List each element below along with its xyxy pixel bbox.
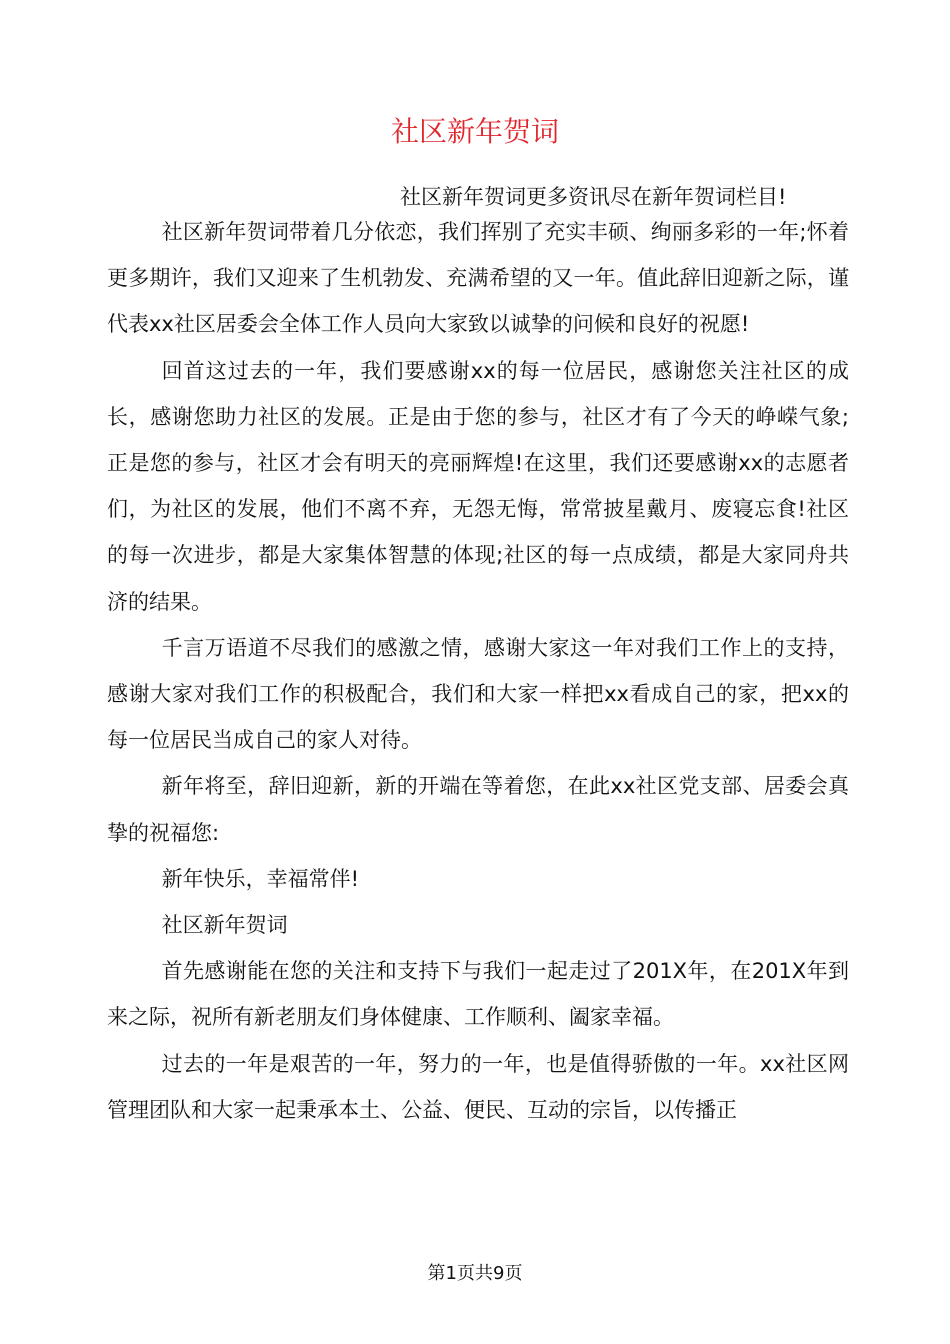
- paragraph: 首先感谢能在您的关注和支持下与我们一起走过了201X年，在201X年到来之际，祝所有新老朋友们身体健康、工作顺利、阖家幸福。: [107, 959, 849, 1030]
- paragraph: 新年快乐，幸福常伴!: [161, 866, 360, 891]
- paragraph: 社区新年贺词: [161, 913, 288, 938]
- subtitle-line: 社区新年贺词更多资讯尽在新年贺词栏目!: [400, 185, 787, 209]
- page-number-footer: 第1页共9页: [427, 1263, 523, 1284]
- paragraph: 新年将至，辞旧迎新，新的开端在等着您，在此xx社区党支部、居委会真挚的祝福您:: [107, 774, 849, 845]
- paragraph: 社区新年贺词带着几分依恋，我们挥别了充实丰硕、绚丽多彩的一年;怀着更多期许，我们又迎来了生机勃发、充满希望的又一年。值此辞旧迎新之际，谨代表xx社区居委会全体工作人员向大家致以诚挚的问候和良好的祝愿!: [107, 220, 849, 337]
- page-title: 社区新年贺词: [390, 115, 559, 148]
- paragraph: 千言万语道不尽我们的感激之情，感谢大家这一年对我们工作上的支持，感谢大家对我们工作的积极配合，我们和大家一样把xx看成自己的家，把xx的每一位居民当成自己的家人对待。: [107, 635, 849, 753]
- paragraph: 回首这过去的一年，我们要感谢xx的每一位居民，感谢您关注社区的成长，感谢您助力社区的发展。正是由于您的参与，社区才有了今天的峥嵘气象;正是您的参与，社区才会有明天的亮丽辉煌!在这里，我们还要感谢xx的志愿者们，为社区的发展，他们不离不弃，无怨无悔，常常披星戴月、废寝忘食!社区的每一次进步，都是大家集体智慧的体现;社区的每一点成绩，都是大家同舟共济的结果。: [107, 358, 849, 614]
- paragraph: 过去的一年是艰苦的一年，努力的一年，也是值得骄傲的一年。xx社区网管理团队和大家一起秉承本土、公益、便民、互动的宗旨，以传播正: [107, 1051, 849, 1122]
- document-body: [107, 209, 849, 1133]
